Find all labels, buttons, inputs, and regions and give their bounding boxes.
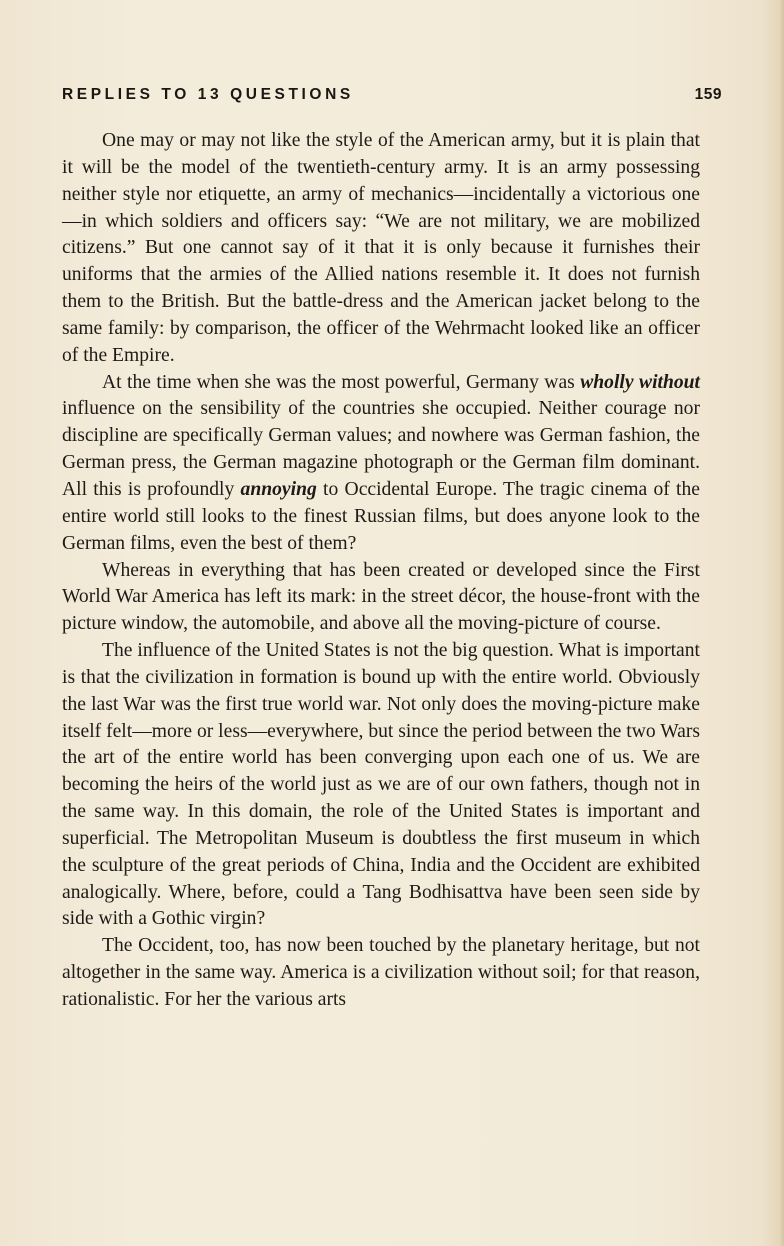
text-run: Whereas in everything that has been created or developed since the First World War America has left its mark: in the street décor, the house-front with the picture window, the automobile, and above all the moving-picture of course. [62,559,700,635]
paragraph-3 [62,558,700,639]
paragraph-4 [62,638,700,933]
italic-emphasis: annoying [240,478,317,500]
paragraph-2 [62,370,700,558]
text-run: At the time when she was the most powerful, Germany was [102,371,581,393]
text-run: to Occidental Europe. The tragic cinema of the entire world still looks to the finest Russian films, but does anyone look to the German films, even the best of them? [62,478,700,554]
text-run: The influence of the United States is not the big question. What is important is that the civilization in formation is bound up with the entire world. Obviously the last War was the first true world war. Not only does the moving-picture make itself felt—more or less—everywhere, but since the period between the two Wars the art of the entire world has been converging upon each one of us. We are becoming the heirs of the world just as we are of our own fathers, though not in the same way. In this domain, the role of the United States is important and superficial. The Metropolitan Museum is doubtless the first museum in which the sculpture of the great periods of China, India and the Occident are exhibited analogically. Where, before, could a Tang Bodhisattva have been seen side by side with a Gothic virgin? [62,640,700,930]
paragraph-5 [62,933,700,1014]
page-number: 159 [694,86,722,103]
page-edge [778,0,784,1246]
running-title: REPLIES TO 13 QUESTIONS [62,86,354,103]
italic-emphasis: wholly without [580,371,700,393]
text-run: One may or may not like the style of the American army, but it is plain that it will be the model of the twentieth-century army. It is an army possessing neither style nor etiquette, an army of mechanics—incidentally a victorious one—in which soldiers and officers say: “We are not military, we are mobilized citizens.” But one cannot say of it that it is only because it furnishes their uniforms that the armies of the Allied nations resemble it. It does not furnish them to the British. But the battle-dress and the American jacket belong to the same family: by comparison, the officer of the Wehrmacht looked like an officer of the Empire. [62,130,700,366]
text-run: The Occident, too, has now been touched by the planetary heritage, but not altogether in the same way. America is a civilization without soil; for that reason, rationalistic. For her the various arts [62,935,700,1010]
running-header [62,86,722,106]
text-run: influence on the sensibility of the countries she occupied. Neither courage nor discipline are specifically German values; and nowhere was German fashion, the German press, the German magazine photograph or the German film dominant. All this is profoundly [62,398,700,500]
paragraph-1 [62,128,700,370]
body-text [62,128,700,1014]
